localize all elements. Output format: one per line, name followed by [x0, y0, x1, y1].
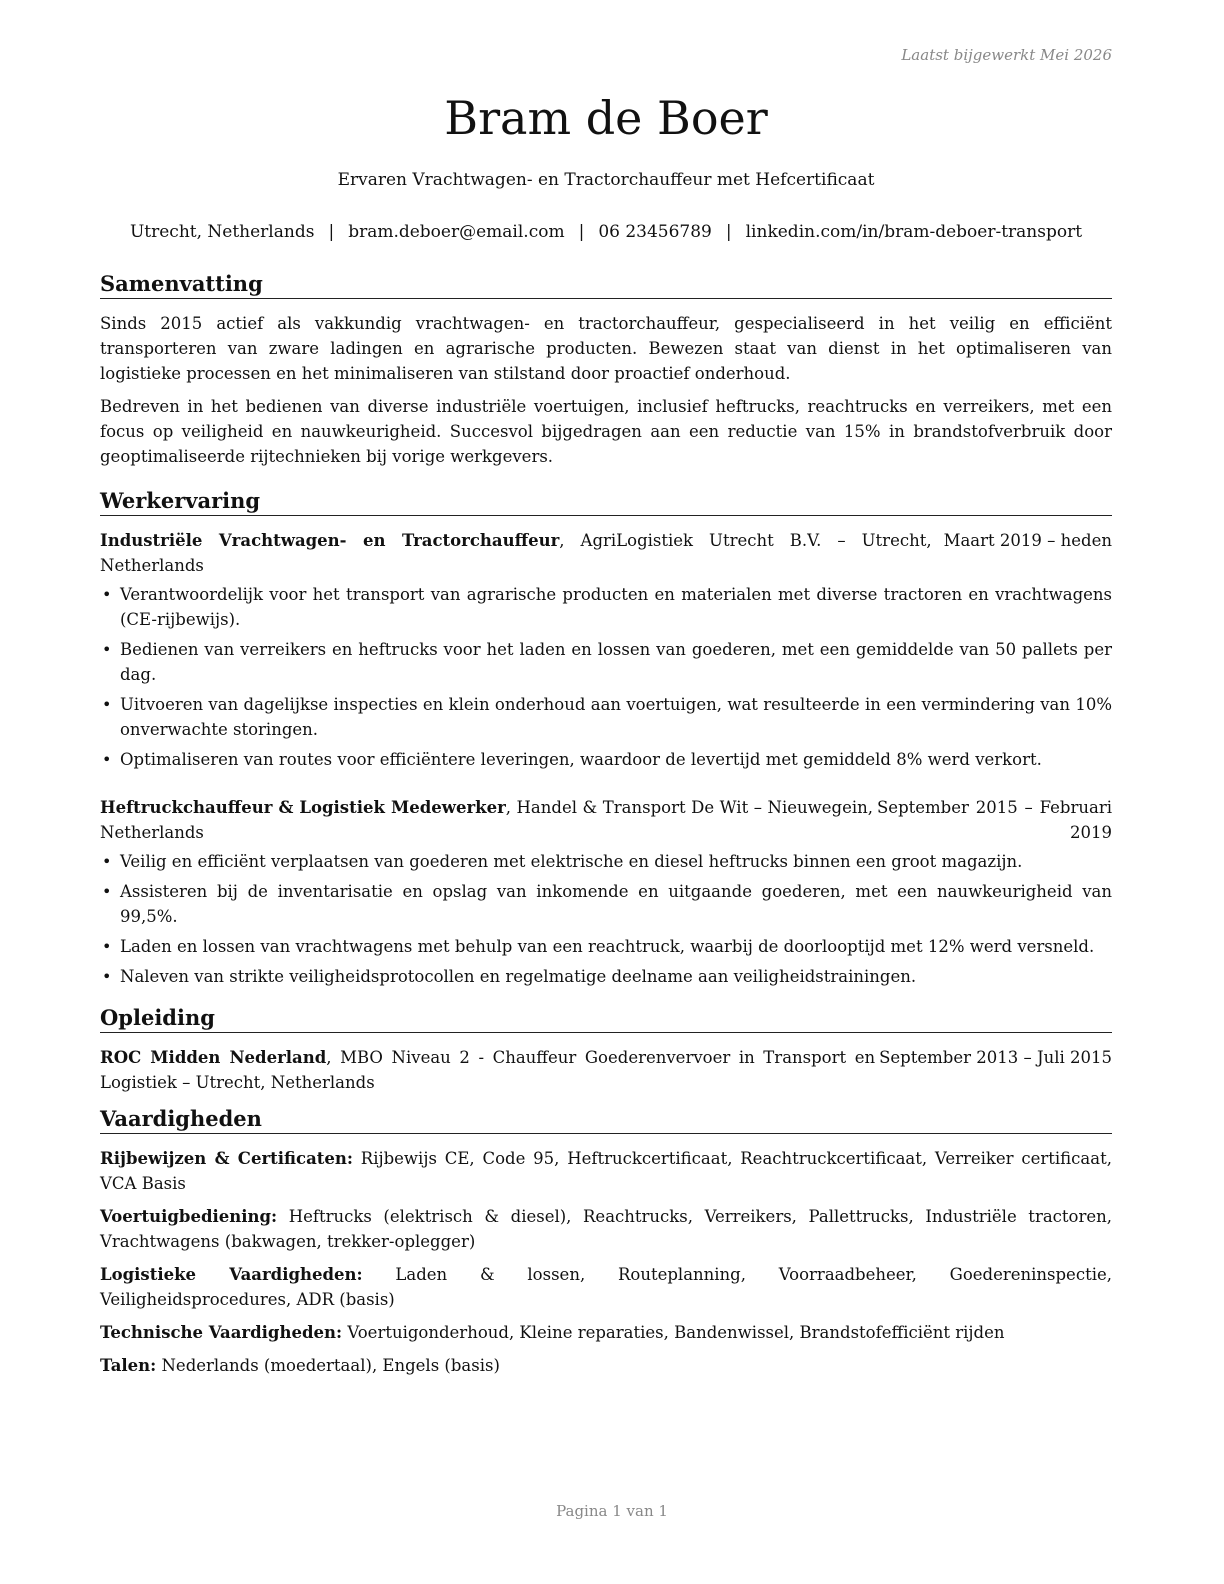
list-item: • Verantwoordelijk voor het transport van agrarische producten en materialen met diverse tractoren en vrachtwagens (CE-rijbewijs).: [102, 585, 1112, 629]
section-title-education: Opleiding: [100, 1004, 1112, 1033]
resume-content: [100, 270, 1112, 1386]
job-dates: Maart 2019 – heden: [943, 531, 1112, 550]
contact-linkedin[interactable]: linkedin.com/in/bram-deboer-transport: [745, 222, 1083, 242]
job-header: [100, 528, 1112, 578]
headline: Ervaren Vrachtwagen- en Tractorchauffeur met Hefcertificaat: [337, 170, 875, 190]
job-entry: [100, 528, 1112, 772]
skill-row: Voertuigbediening: Heftrucks (elektrisch & diesel), Reachtrucks, Verreikers, Pallettrucks, Industriële tractoren, Vrachtwagens (bakwagen, trekker-oplegger): [100, 1207, 1112, 1251]
contact-line: [100, 220, 1112, 244]
job-org: , Handel & Transport De Wit – Nieuwegein, Netherlands: [100, 798, 873, 842]
job-dates: September 2015 – Februari 2019: [877, 798, 1112, 842]
list-item: • Assisteren bij de inventarisatie en opslag van inkomende en uitgaande goederen, met een nauwkeurigheid van 99,5%.: [102, 882, 1112, 926]
education-program: , MBO Niveau 2 - Chauffeur Goederenvervoer in Transport en Logistiek – Utrecht, Netherlands: [100, 1048, 876, 1092]
contact-separator: |: [578, 222, 585, 242]
list-item: • Laden en lossen van vrachtwagens met behulp van een reachtruck, waarbij de doorlooptijd met 12% werd versneld.: [102, 937, 1095, 956]
job-bullets: [100, 582, 1112, 772]
job-title-line: [100, 795, 877, 845]
education-dates: September 2013 – Juli 2015: [879, 1048, 1112, 1067]
list-item: • Optimaliseren van routes voor efficiëntere leveringen, waardoor de levertijd met gemiddeld 8% werd verkort.: [102, 750, 1042, 769]
last-updated: Laatst bijgewerkt Mei 2026: [901, 46, 1112, 64]
job-role: Industriële Vrachtwagen- en Tractorchauffeur: [100, 531, 560, 550]
job-entry: [100, 795, 1112, 989]
skill-row: Talen: Nederlands (moedertaal), Engels (basis): [100, 1356, 500, 1375]
page-number: Pagina 1 van 1: [556, 1502, 668, 1520]
contact-separator: |: [725, 222, 732, 242]
summary-paragraph: Bedreven in het bedienen van diverse industriële voertuigen, inclusief heftrucks, reachtrucks en verreikers, met een focus op veiligheid en nauwkeurigheid. Succesvol bijgedragen aan een reductie van 15% in brandstofverbruik door geoptimaliseerde rijtechnieken bij vorige werkgevers.: [100, 397, 1112, 466]
education-school: ROC Midden Nederland: [100, 1048, 327, 1067]
list-item: • Bedienen van verreikers en heftrucks voor het laden en lossen van goederen, met een gemiddelde van 50 pallets per dag.: [102, 640, 1112, 684]
list-item: • Veilig en efficiënt verplaatsen van goederen met elektrische en diesel heftrucks binnen een groot magazijn.: [102, 852, 1023, 871]
contact-location: Utrecht, Netherlands: [129, 222, 315, 242]
candidate-name: Bram de Boer: [444, 91, 768, 145]
contact-phone: 06 23456789: [598, 222, 712, 242]
contact-email[interactable]: bram.deboer@email.com: [348, 222, 565, 242]
section-title-experience: Werkervaring: [100, 487, 1112, 516]
skill-row: Technische Vaardigheden: Voertuigonderhoud, Kleine reparaties, Bandenwissel, Brandstofefficiënt rijden: [100, 1323, 1005, 1342]
job-header: [100, 795, 1112, 845]
education-entry: [100, 1045, 1112, 1095]
job-role: Heftruckchauffeur & Logistiek Medewerker: [100, 798, 506, 817]
section-title-skills: Vaardigheden: [100, 1105, 1112, 1134]
list-item: • Naleven van strikte veiligheidsprotocollen en regelmatige deelname aan veiligheidstrainingen.: [102, 967, 917, 986]
education-title-line: [100, 1045, 879, 1095]
skill-row: Rijbewijzen & Certificaten: Rijbewijs CE, Code 95, Heftruckcertificaat, Reachtruckcertificaat, Verreiker certificaat, VCA Basis: [100, 1149, 1112, 1193]
section-title-summary: Samenvatting: [100, 270, 1112, 299]
contact-separator: |: [328, 222, 335, 242]
job-org: , AgriLogistiek Utrecht B.V. – Utrecht, Netherlands: [100, 531, 932, 575]
skill-row: Logistieke Vaardigheden: Laden & lossen, Routeplanning, Voorraadbeheer, Goedereninspectie, Veiligheidsprocedures, ADR (basis): [100, 1265, 1112, 1309]
job-title-line: [100, 528, 944, 578]
list-item: • Uitvoeren van dagelijkse inspecties en klein onderhoud aan voertuigen, wat resulteerde in een vermindering van 10% onverwachte storingen.: [102, 695, 1112, 739]
summary-paragraph: Sinds 2015 actief als vakkundig vrachtwagen- en tractorchauffeur, gespecialiseerd in het veilig en efficiënt transporteren van zware ladingen en agrarische producten. Bewezen staat van dienst in het optimaliseren van logistieke processen en het minimaliseren van stilstand door proactief onderhoud.: [100, 314, 1112, 383]
job-bullets: [100, 849, 1112, 989]
